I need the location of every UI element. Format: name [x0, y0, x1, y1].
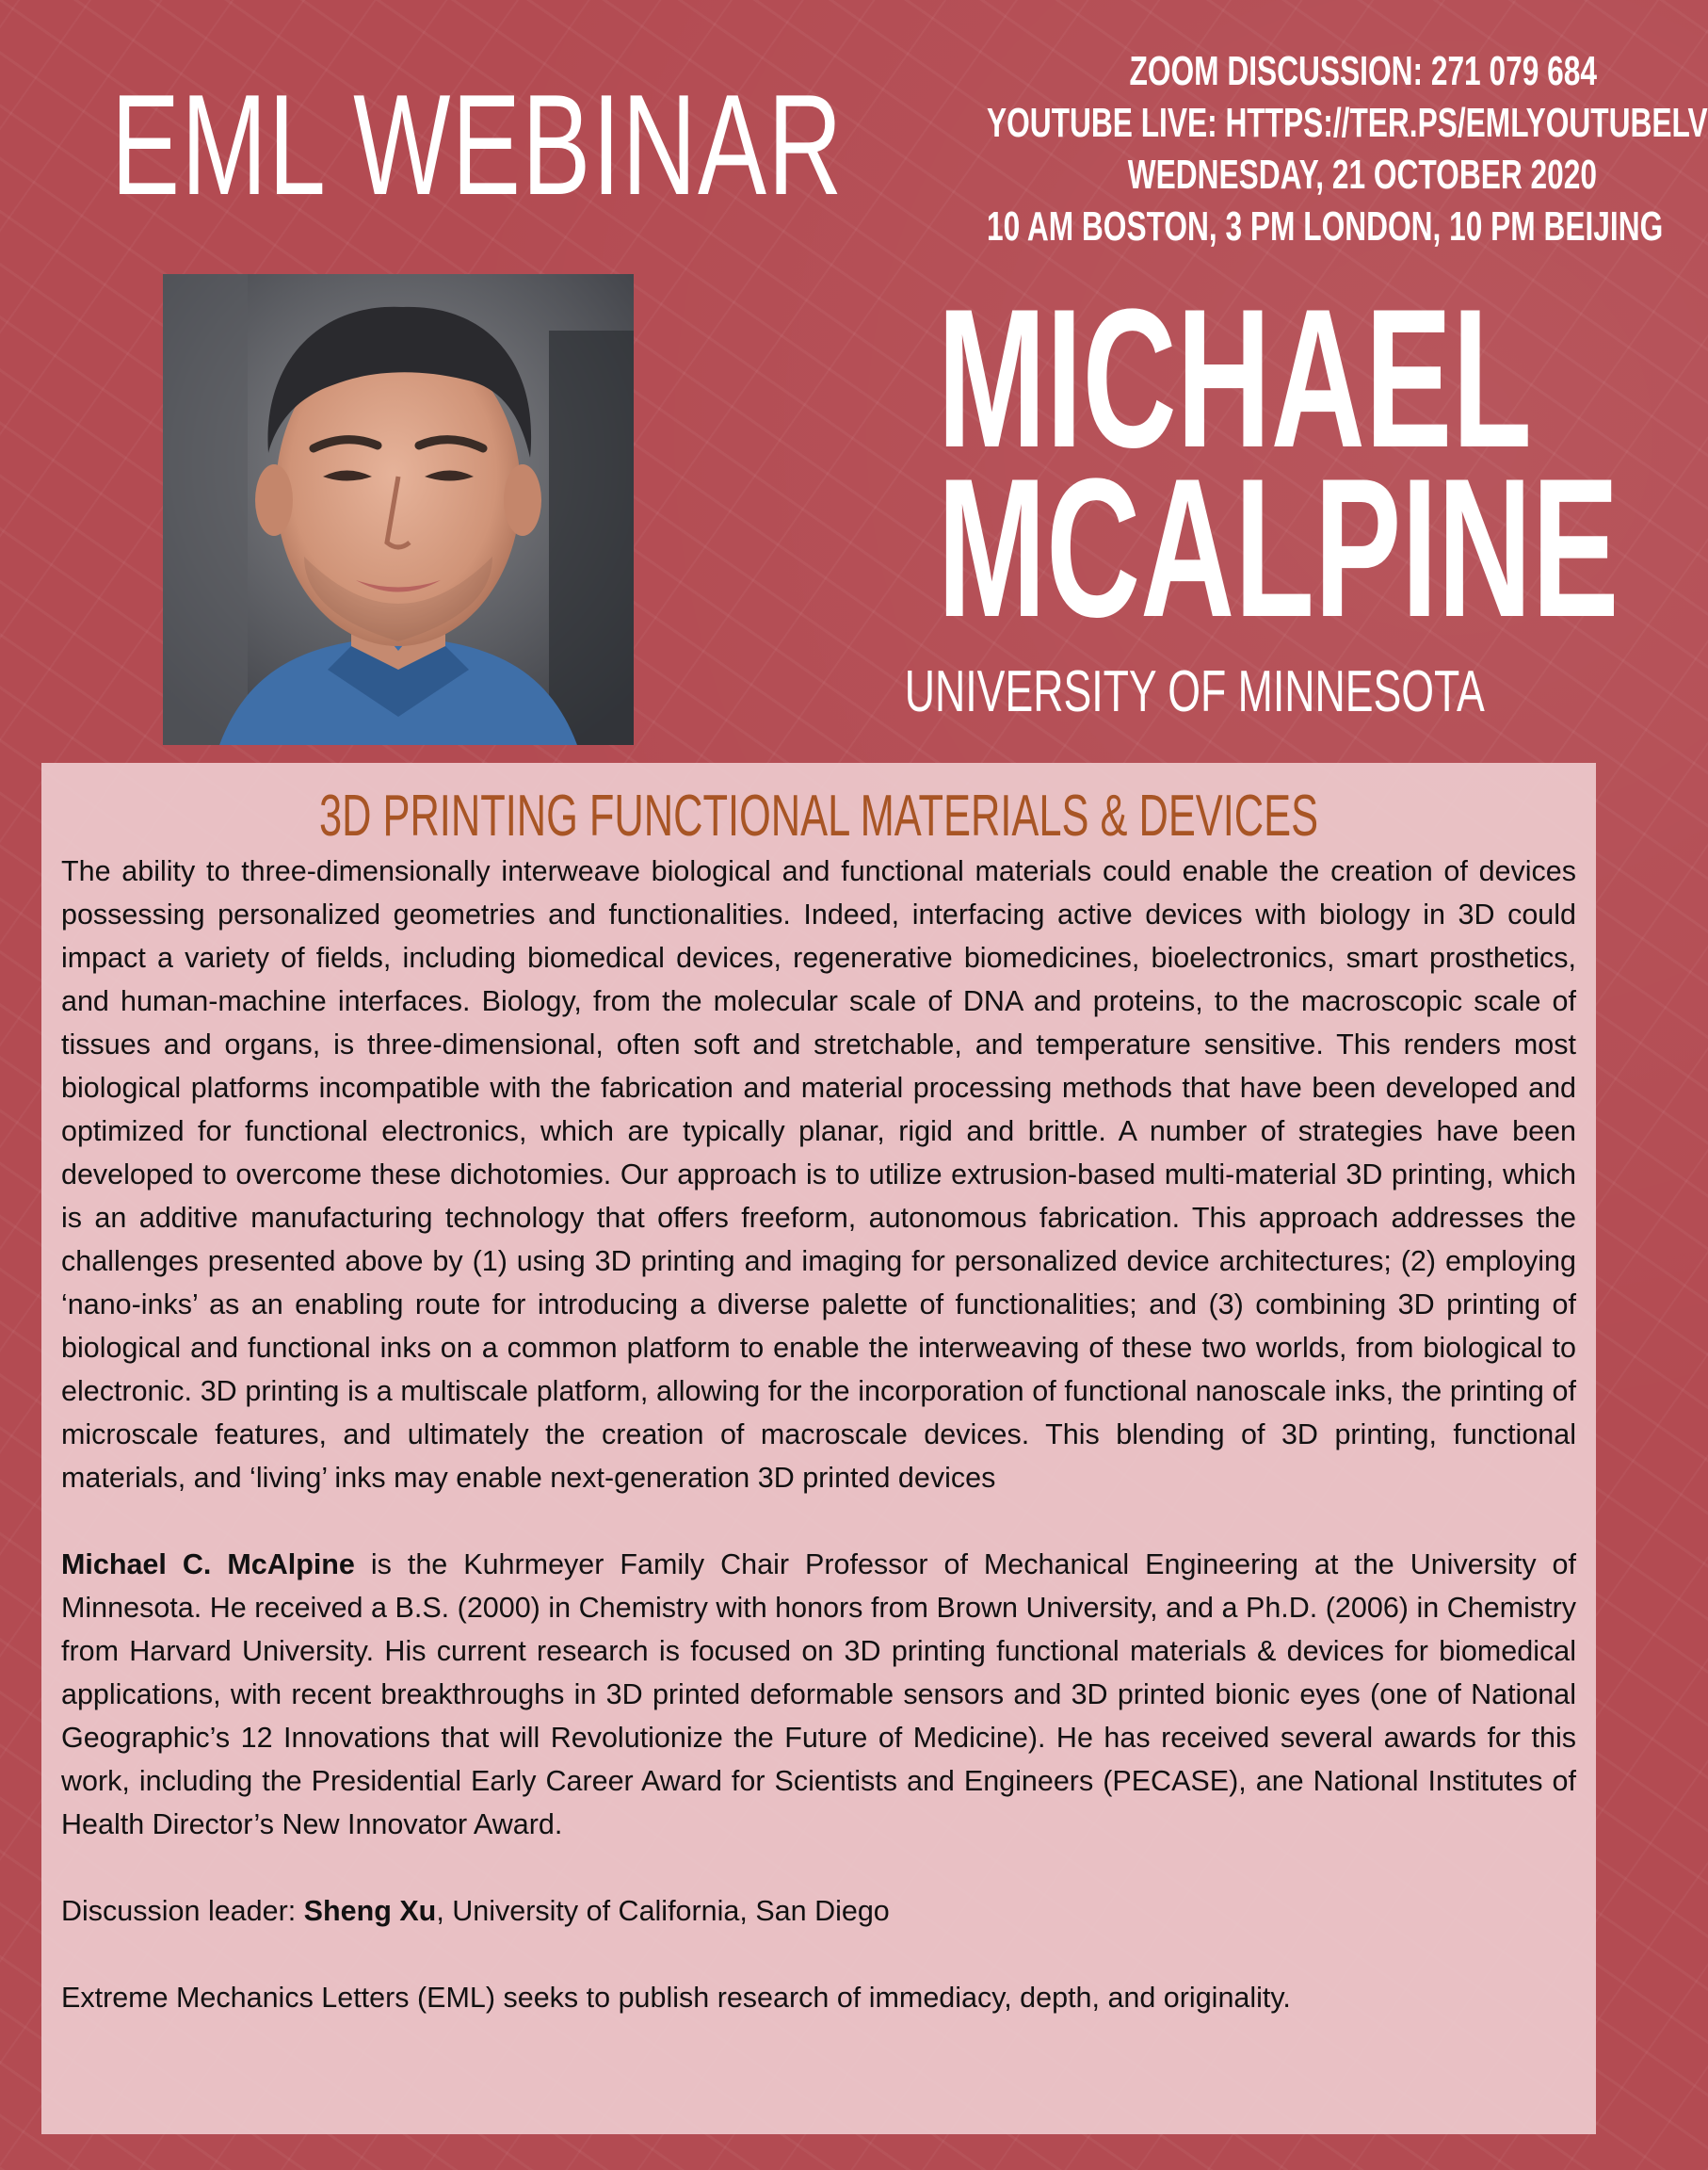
discussion-affiliation: , University of California, San Diego — [436, 1895, 890, 1927]
speaker-bio — [61, 1543, 1576, 1846]
speaker-name — [829, 267, 1619, 658]
talk-abstract: The ability to three-dimensionally interweave biological and functional materials could enable the creation of devices possessing personalized geometries and functionalities. Indeed, interfacing active devices with biology in 3D could impact a variety of fields, including biomedical devices, regenerative biomedicines, bioelectronics, smart prosthetics, and human-machine interfaces. Biology, from the molecular scale of DNA and proteins, to the macroscopic scale of tissues and organs, is three-dimensional, often soft and stretchable, and temperature sensitive. This renders most biological platforms incompatible with the fabrication and material processing methods that have been developed and optimized for functional electronics, which are typically planar, rigid and brittle. A number of strategies have been developed to overcome these dichotomies. Our approach is to utilize extrusion-based multi-material 3D printing, which is an additive manufacturing technology that offers freeform, autonomous fabrication. This approach addresses the challenges presented above by (1) using 3D printing and imaging for personalized device architectures; (2) employing ‘nano-inks’ as an enabling route for introducing a diverse palette of functionalities; and (3) combining 3D printing of biological and functional inks on a common platform to enable the interweaving of these two worlds, from biological to electronic. 3D printing is a multiscale platform, allowing for the incorporation of functional nanoscale inks, the printing of microscale features, and ultimately the creation of macroscale devices. This blending of 3D printing, functional materials, and ‘living’ inks may enable next-generation 3D printed devices — [61, 855, 1576, 1494]
event-date: WEDNESDAY, 21 OCTOBER 2020 — [1127, 152, 1597, 198]
bio-text: is the Kuhrmeyer Family Chair Professor of Mechanical Engineering at the University of Minnesota. He received a B.S. (2000) in Chemistry with honors from Brown University, and a Ph.D. (2006) in Chemistry from Harvard University. His current research is focused on 3D printing functional materials & devices for biomedical applications, with recent breakthroughs in 3D printed deformable sensors and 3D printed bionic eyes (one of National Geographic’s 12 Innovations that will Revolutionize the Future of Medicine). He has received several awards for this work, including the Presidential Early Career Award for Scientists and Engineers (PECASE), ane National Institutes of Health Director’s New Innovator Award. — [61, 1548, 1576, 1840]
bio-speaker-name: Michael C. McAlpine — [61, 1548, 355, 1580]
speaker-affiliation: UNIVERSITY OF MINNESOTA — [904, 659, 1485, 724]
journal-statement: Extreme Mechanics Letters (EML) seeks to publish research of immediacy, depth, and originality. — [61, 1982, 1291, 2014]
event-info — [749, 45, 1708, 252]
paragraph-spacer — [61, 1933, 1576, 1976]
discussion-leader-name: Sheng Xu — [303, 1895, 437, 1927]
event-times: 10 AM BOSTON, 3 PM LONDON, 10 PM BEIJING — [987, 203, 1664, 250]
paragraph-spacer — [61, 1846, 1576, 1889]
talk-title: 3D PRINTING FUNCTIONAL MATERIALS & DEVICES — [318, 784, 1319, 849]
speaker-first-name: MICHAEL — [937, 267, 1532, 489]
paragraph-spacer — [61, 1499, 1576, 1543]
discussion-leader — [61, 1889, 1576, 1933]
zoom-discussion-info: ZOOM DISCUSSION: 271 079 684 — [1129, 48, 1597, 94]
discussion-prefix: Discussion leader: — [61, 1895, 304, 1927]
speaker-photo — [163, 274, 634, 745]
youtube-live-info: YOUTUBE LIVE: HTTPS://TER.PS/EMLYOUTUBELV — [987, 100, 1708, 146]
webinar-title: EML WEBINAR — [111, 65, 844, 225]
content-panel — [41, 763, 1596, 2134]
speaker-last-name: MCALPINE — [937, 437, 1619, 658]
